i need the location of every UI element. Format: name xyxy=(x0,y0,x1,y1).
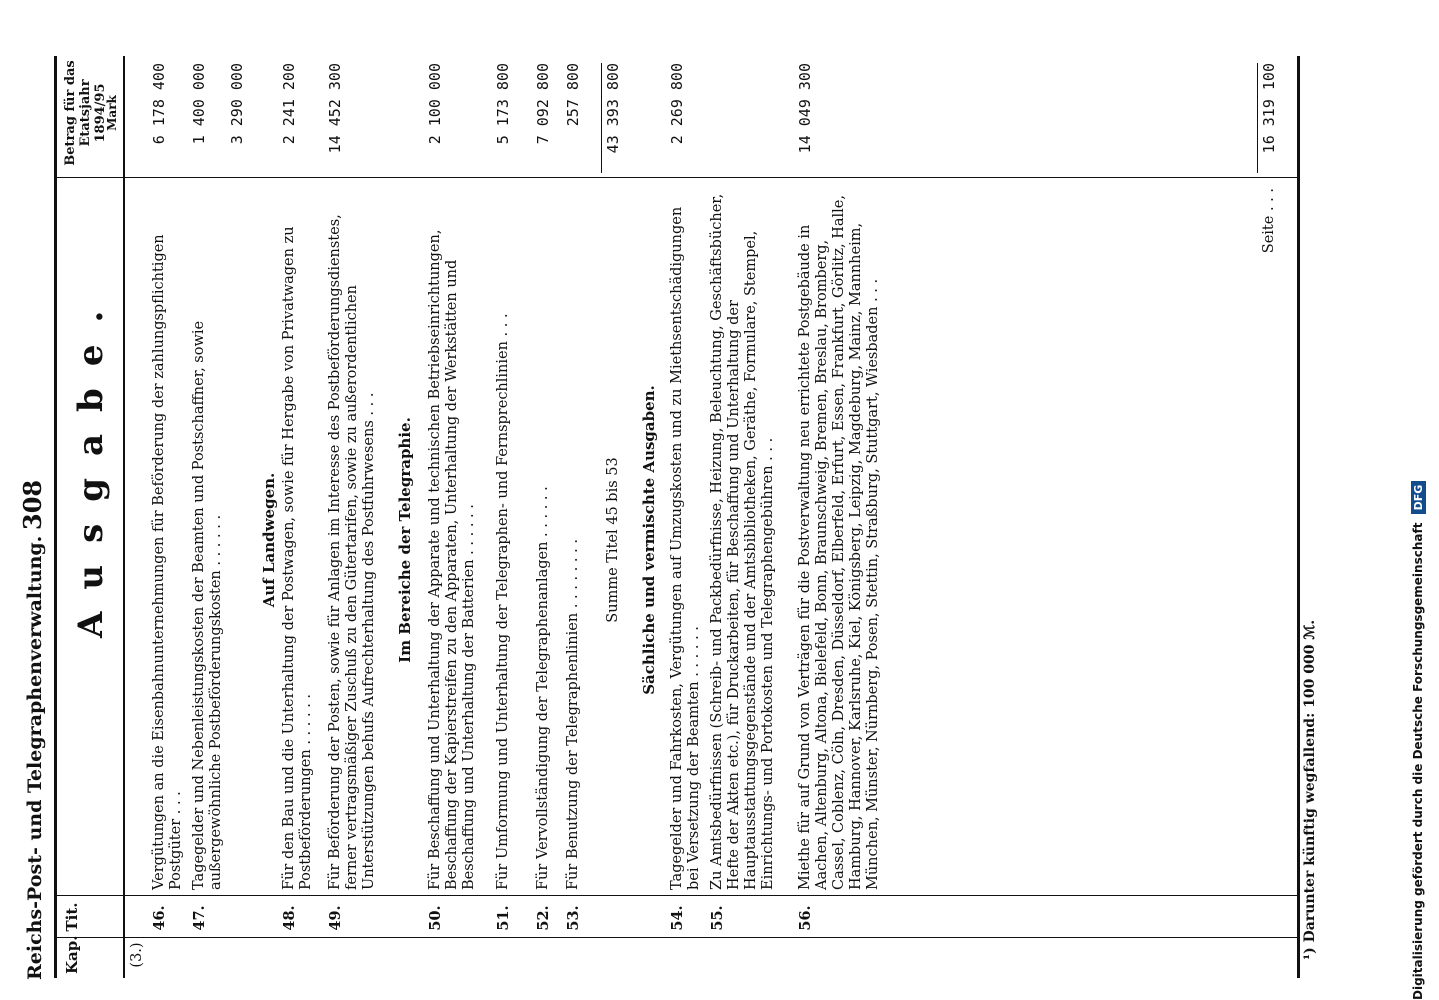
row-tit: 49. xyxy=(327,905,344,931)
column-header xyxy=(57,56,125,978)
col-betrag: Betrag für das Etatsjahr 1894/95 xyxy=(63,60,108,166)
row-amount: 257 800 xyxy=(564,63,582,127)
page-total-label: Seite . . . xyxy=(1261,188,1277,254)
row-text: Vergütungen an die Eisenbahnunternehmungen für Beförderung der zahlungspflichtigen Postgüter . . . xyxy=(151,234,184,890)
divider xyxy=(57,177,1297,178)
section-title: Ausgabe. xyxy=(71,288,111,638)
row-text: Tagegelder und Nebenleistungskosten der Beamten und Postschaffner, sowie außergewöhnliche Postbeförderungskosten . . . . . . xyxy=(191,320,224,890)
row-kap: (3.) xyxy=(129,942,145,968)
ledger-sheet xyxy=(54,56,1300,978)
row-text: Zu Amtsbedürfnissen (Schreib- und Packbedürfnisse, Heizung, Beleuchtung, Geschäftsbücher, Hefte der Akten etc.), für Druckarbeiten, für Beschaffung und Unterhaltung der Hauptausstattungsgegenstände und der Amtsbibliotheken, Geräthe, Formulare, Stempel, Einrichtungs- und Portokosten und Telegraphengebühren . . . xyxy=(709,193,776,890)
row-amount: 7 092 800 xyxy=(534,63,552,145)
row-tit: 51. xyxy=(495,905,512,931)
row-tit: 46. xyxy=(151,905,168,931)
col-mark: Mark xyxy=(105,95,119,131)
row-amount: 2 100 000 xyxy=(426,63,444,145)
row-tit: 55. xyxy=(709,905,726,931)
row-amount: 6 178 400 xyxy=(150,63,168,145)
digitization-text: Digitalisierung gefördert durch die Deutsche Forschungsgemeinschaft xyxy=(1411,522,1425,1000)
col-tit: Tit. xyxy=(63,902,81,932)
section-heading: Auf Landwegen. xyxy=(260,472,278,608)
row-tit: 54. xyxy=(669,905,686,931)
row-tit: 56. xyxy=(797,905,814,931)
row-amount: 43 393 800 xyxy=(604,63,622,154)
row-amount: 14 049 300 xyxy=(796,63,814,154)
row-text: Für den Bau und die Unterhaltung der Postwagen, sowie für Hergabe von Privatwagen zu Postbeförderungen . . . . . . xyxy=(281,226,314,890)
col-kap: Kap. xyxy=(63,935,81,974)
row-text: Für Benutzung der Telegraphenlinien . . . . . . . . xyxy=(565,539,581,890)
row-text: Für Beförderung der Posten, sowie für Anlagen im Interesse des Postbeförderungsdienstes, ferner vertragsmäßiger Zuschuß zu den Gütertarifen, sowie zu außerordentlichen Unterstützungen behufs Aufrechterhaltung des Postfuhrwesens . . . xyxy=(327,214,377,890)
section-heading: Sächliche und vermischte Ausgaben. xyxy=(640,385,658,695)
row-text: Miethe für auf Grund von Verträgen für die Postverwaltung neu errichtete Postgebäude in Aachen, Altenburg, Altona, Bielefeld, Bonn, Braunschweig, Bremen, Breslau, Bromberg, Cassel, Coblenz, Cöln, Dresden, Düsseldorf, Elberfeld, Erfurt, Essen, Frankfurt, Görlitz, Halle, Hamburg, Hannover, Karlsruhe, Kiel, Königsberg, Leipzig, Magdeburg, Mainz, Mannheim, München, Münster, Nürnberg, Posen, Stettin, Straßburg, Stuttgart, Wiesbaden . . . xyxy=(797,195,881,890)
row-tit: 48. xyxy=(281,905,298,931)
row-tit: 47. xyxy=(191,905,208,931)
digitization-note xyxy=(1411,0,1435,1000)
page-number: 308 xyxy=(18,479,47,530)
row-amount: 5 173 800 xyxy=(494,63,512,145)
dfg-logo: DFG xyxy=(1411,481,1426,515)
row-text: Für Beschaffung und Unterhaltung der Apparate und technischen Betriebseinrichtungen, Beschaffung der Kapierstreifen zu den Apparaten, Unterhaltung der Werkstätten und Beschaffung und Unterhaltung der Batterien . . . . . . xyxy=(427,229,477,890)
divider xyxy=(57,895,1297,896)
row-amount: 2 269 800 xyxy=(668,63,686,145)
row-amount: 2 241 200 xyxy=(280,63,298,145)
row-amount: 1 400 000 xyxy=(190,63,208,145)
footnote: ¹) Darunter künftig wegfallend: 100 000 ℳ. xyxy=(1302,619,1318,960)
row-tit: 53. xyxy=(565,905,582,931)
page-header xyxy=(10,0,50,1000)
running-head: Reichs-Post- und Telegraphenverwaltung. xyxy=(24,535,46,980)
sum-label: Summe Titel 45 bis 53 xyxy=(605,457,621,623)
row-text: Für Umformung und Unterhaltung der Telegraphen- und Fernsprechlinien . . . xyxy=(495,313,511,890)
row-amount: 14 452 300 xyxy=(326,63,344,154)
row-amount: 3 290 000 xyxy=(228,63,246,145)
row-tit: 50. xyxy=(427,905,444,931)
row-text: Für Vervollständigung der Telegraphenanlagen . . . . . . xyxy=(535,486,551,890)
section-heading: Im Bereiche der Telegraphie. xyxy=(396,417,414,663)
row-tit: 52. xyxy=(535,905,552,931)
sum-rule xyxy=(601,63,602,173)
row-text: Tagegelder und Fahrkosten, Vergütungen auf Umzugskosten und zu Miethsentschädigungen bei Versetzung der Beamten . . . . . . xyxy=(669,206,702,890)
row-amount: 16 319 100 xyxy=(1260,63,1278,154)
sum-rule xyxy=(1257,63,1258,173)
